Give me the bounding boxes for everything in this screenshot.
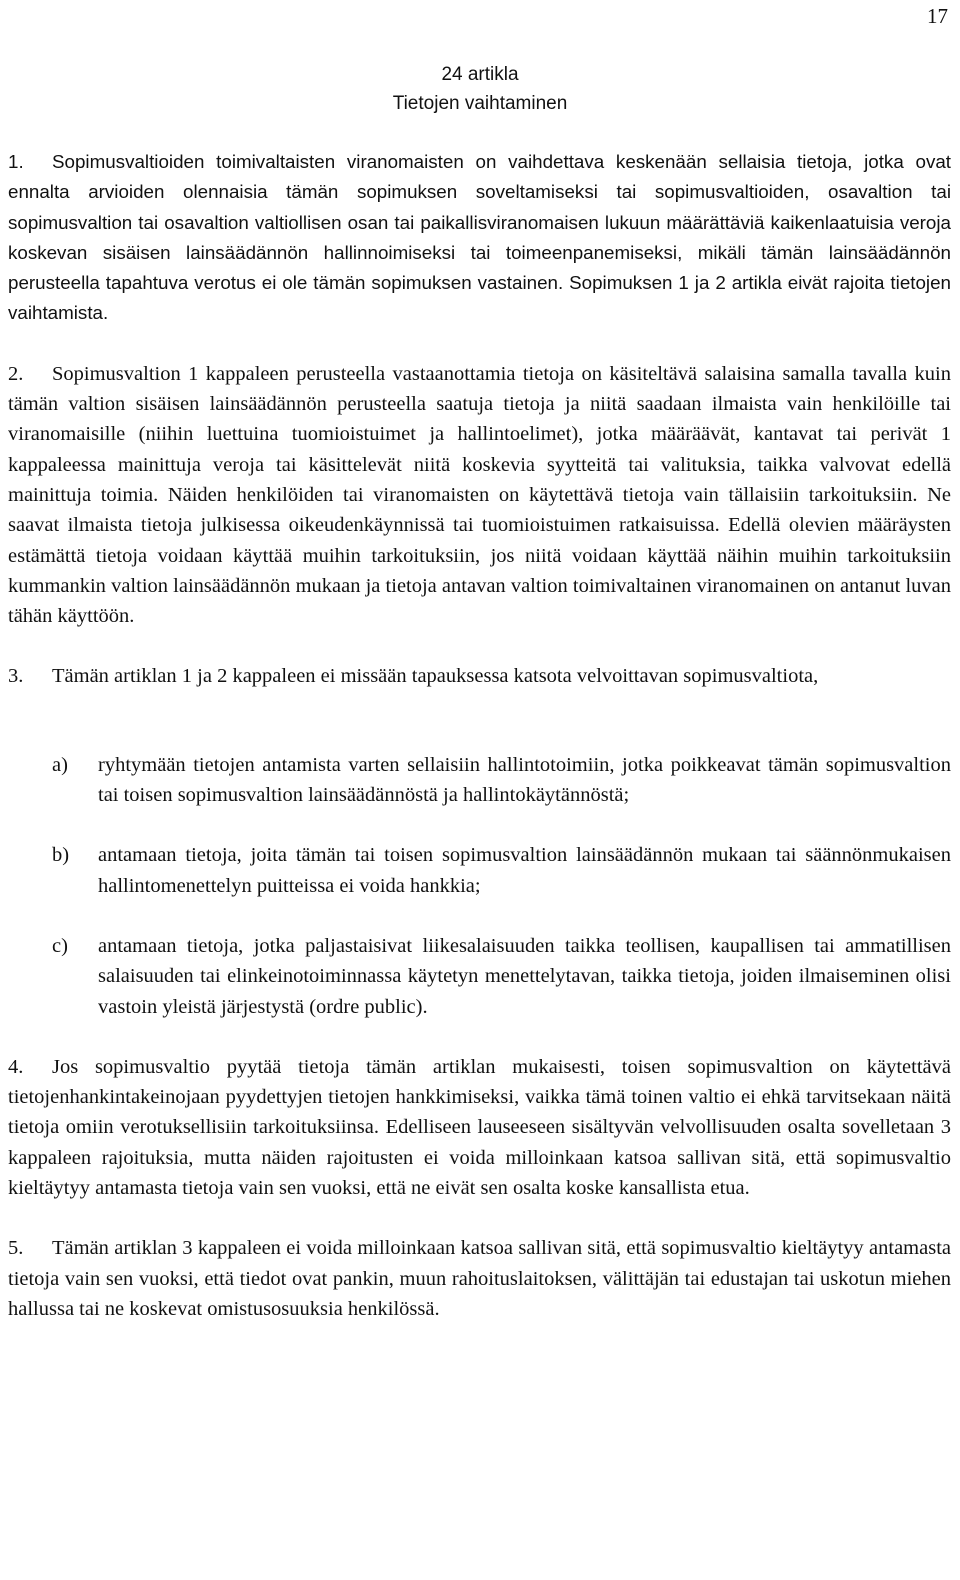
- list-item-text: ryhtymään tietojen antamista varten sellaisiin hallintotoimiin, jotka poikkeavat tämän sopimusvaltion tai toisen sopimusvaltion lainsäädännöstä ja hallintokäytännöstä;: [98, 753, 951, 807]
- page-number: 17: [927, 4, 948, 28]
- paragraph-number: 5.: [8, 1237, 24, 1260]
- paragraph-number: 1.: [8, 151, 24, 172]
- article-body: [8, 147, 951, 1354]
- article-number: 24 artikla: [441, 64, 519, 85]
- list-item-label: a): [52, 753, 68, 776]
- list-item-text: antamaan tietoja, joita tämän tai toisen sopimusvaltion lainsäädännön mukaan tai säännönmukaisen hallintomenettelyn puitteissa ei voida hankkia;: [98, 844, 951, 897]
- list-item-label: b): [52, 844, 70, 867]
- article-heading: [0, 60, 960, 118]
- paragraph-1: [8, 147, 951, 329]
- article-title: Tietojen vaihtaminen: [392, 93, 568, 114]
- paragraph-number: 2.: [8, 362, 24, 385]
- paragraph-4: [8, 1052, 951, 1203]
- list-item-c: [8, 931, 951, 1022]
- paragraph-text: Sopimusvaltioiden toimivaltaisten viranomaisten on vaihdettava keskenään sellaisia tietoja, jotka ovat ennalta arvioiden olennaisia tämän sopimuksen soveltamiseksi tai sopimusvaltioiden, osavaltion tai sopimusvaltion tai osavaltion valtiollisen osan tai paikallisviranomaisen lukuun määrättäviä kaikenlaatuisia veroja koskevan sisäisen lainsäädännön hallinnoimiseksi tai toimeenpanemiseksi, mikäli tämän lainsäädännön perusteella tapahtuva verotus ei ole tämän sopimuksen vastainen. Sopimuksen 1 ja 2 artikla eivät rajoita tietojen vaihtamista.: [8, 151, 951, 324]
- list-item-text: antamaan tietoja, jotka paljastaisivat liikesalaisuuden taikka teollisen, kaupallisen tai ammatillisen salaisuuden tai elinkeinotoiminnassa käytetyn menettelytavan, taikka tietoja, joiden ilmaiseminen olisi vastoin yleistä järjestystä (ordre public).: [98, 934, 951, 1018]
- list-item-label: c): [52, 934, 68, 957]
- paragraph-text: Tämän artiklan 1 ja 2 kappaleen ei missään tapauksessa katsota velvoittavan sopimusvaltiota,: [52, 665, 819, 688]
- paragraph-text: Sopimusvaltion 1 kappaleen perusteella vastaanottamia tietoja on käsiteltävä salaisina samalla tavalla kuin tämän valtion sisäisen lainsäädännön perusteella saatuja tietoja ja niitä saadaan ilmaista vain henkilöille tai viranomaisille (niihin luettuina tuomioistuimet ja hallintoelimet), jotka määräävät, kantavat tai perivät 1 kappaleessa mainittuja veroja tai käsittelevät niitä koskevia syytteitä tai valituksia, taikka valvovat edellä mainittuja toimia. Näiden henkilöiden tai viranomaisten on käytettävä tietoja vain tällaisiin tarkoituksiin. Ne saavat ilmaista tietoja julkisessa oikeudenkäynnissä tai tuomioistuimen ratkaisuissa. Edellä olevien määräysten estämättä tietoja voidaan käyttää muihin tarkoituksiin, jos niitä voidaan käyttää näihin muihin tarkoituksiin kummankin valtion lainsäädännön mukaan ja tietoja antavan valtion toimivaltainen viranomainen on antanut luvan tähän käyttöön.: [8, 362, 951, 628]
- list-item-a: [8, 750, 951, 811]
- paragraph-text: Tämän artiklan 3 kappaleen ei voida milloinkaan katsoa sallivan sitä, että sopimusvaltio kieltäytyy antamasta tietoja vain sen vuoksi, että tiedot ovat pankin, muun rahoituslaitoksen, välittäjän tai edustajan tai uskotun miehen hallussa tai ne koskevat omistusosuuksia henkilössä.: [8, 1237, 951, 1320]
- paragraph-number: 3.: [8, 665, 24, 688]
- paragraph-5: [8, 1233, 951, 1324]
- paragraph-number: 4.: [8, 1055, 24, 1078]
- paragraph-text: Jos sopimusvaltio pyytää tietoja tämän artiklan mukaisesti, toisen sopimusvaltion on käytettävä tietojenhankintakeinojaan pyydettyjen tietojen hankkimiseksi, vaikka tämä toinen valtio ei ehkä tarvitsekaan näitä tietoja omiin verotuksellisiin tarkoituksiinsa. Edelliseen lauseeseen sisältyvän velvollisuuden osalta sovelletaan 3 kappaleen rajoituksia, mutta näiden rajoitusten ei voida milloinkaan katsoa sallivan sitä, että sopimusvaltio kieltäytyy antamasta tietoja vain sen vuoksi, että ne eivät sen osalta koske kansallista etua.: [8, 1055, 951, 1200]
- paragraph-2: [8, 359, 951, 632]
- paragraph-3: [8, 661, 951, 691]
- list-item-b: [8, 840, 951, 901]
